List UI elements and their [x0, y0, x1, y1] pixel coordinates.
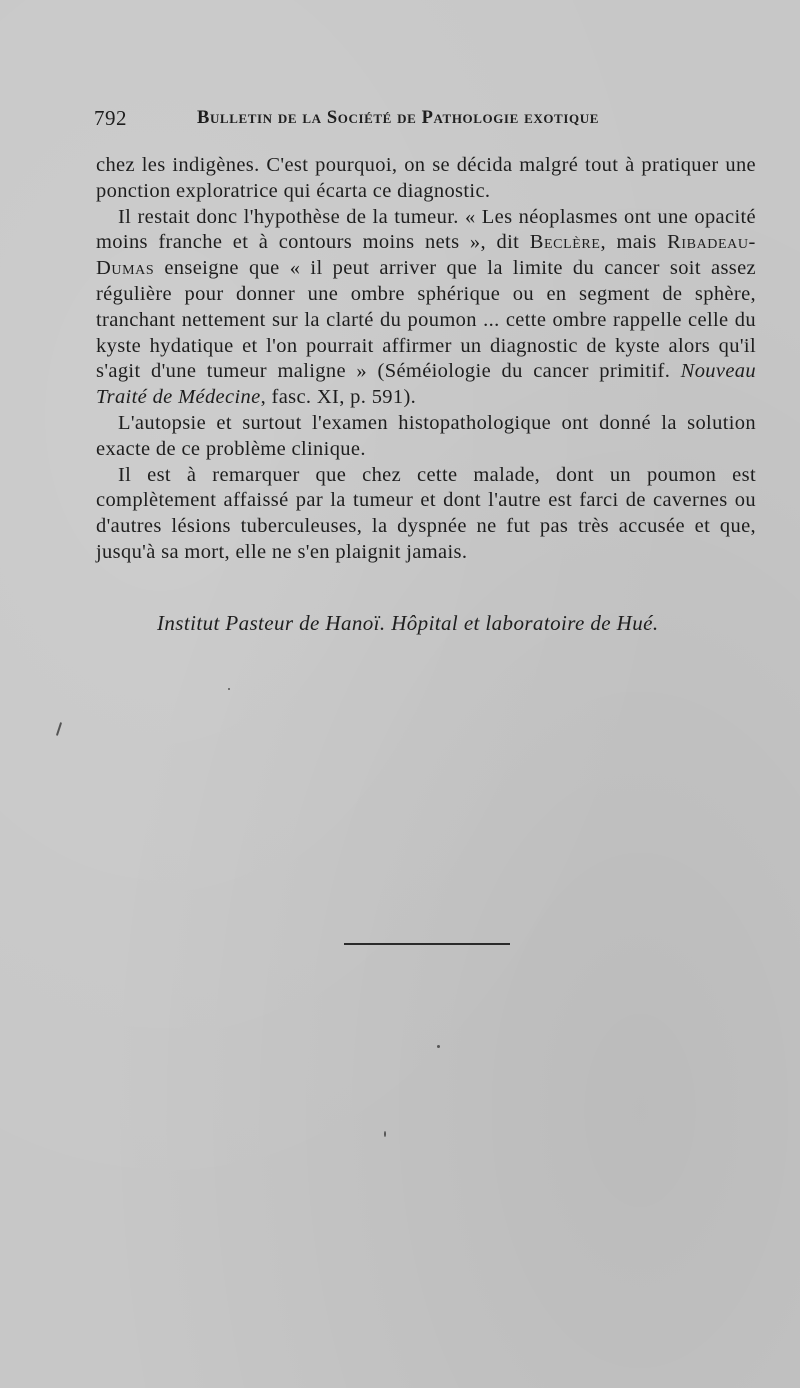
paragraph-2-text-b: , mais	[600, 231, 668, 254]
paper-speck	[56, 722, 62, 736]
paragraph-1: chez les indigènes. C'est pourquoi, on se décida malgré tout à pratiquer une ponction exploratrice qui écarta ce diagnostic.	[96, 154, 756, 202]
paragraph-2-text-a: Il restait donc l'hypothèse de la tumeur. « Les néoplasmes ont une opacité moins franche et à contours moins nets », dit	[96, 205, 756, 254]
affiliation-line: Institut Pasteur de Hanoï. Hôpital et laboratoire de Hué.	[157, 611, 659, 635]
page-number: 792	[94, 106, 127, 130]
end-rule	[344, 943, 510, 945]
paragraph-4: Il est à remarquer que chez cette malade, dont un poumon est complètement affaissé par la tumeur et dont l'autre est farci de cavernes ou d'autres lésions tuberculeuses, la dyspnée ne fut pas très accusée et que, jusqu'à sa mort, elle ne s'en plaignit jamais.	[96, 463, 756, 563]
author-name-ribadeau-dumas: Ribadeau-Dumas	[96, 231, 756, 280]
paragraph-2-text-c: enseigne que « il peut arriver que la limite du cancer soit assez régulière pour donner une ombre sphérique ou en segment de sphère, tranchant nettement sur la clarté du poumon ... cette ombre rappelle celle du kyste hydatique et l'on pourrait affirmer un diagnostic de kyste alors qu'il s'agit d'une tumeur maligne » (Séméiologie du cancer primitif.	[96, 257, 756, 383]
paper-speck	[437, 1045, 440, 1048]
author-name-beclere: Beclère	[529, 231, 601, 254]
running-head	[94, 106, 750, 136]
journal-title: Bulletin de la Société de Pathologie exotique	[197, 108, 599, 128]
paragraph-2	[96, 205, 756, 411]
paper-speck	[228, 688, 230, 690]
book-title: Nouveau Traité de Médecine	[96, 360, 756, 409]
paragraph-2-text-d: , fasc. XI, p. 591).	[260, 386, 417, 409]
paragraph-3: L'autopsie et surtout l'examen histopathologique ont donné la solution exacte de ce problème clinique.	[96, 411, 756, 460]
paper-speck	[384, 1131, 386, 1137]
article-body	[96, 153, 756, 566]
